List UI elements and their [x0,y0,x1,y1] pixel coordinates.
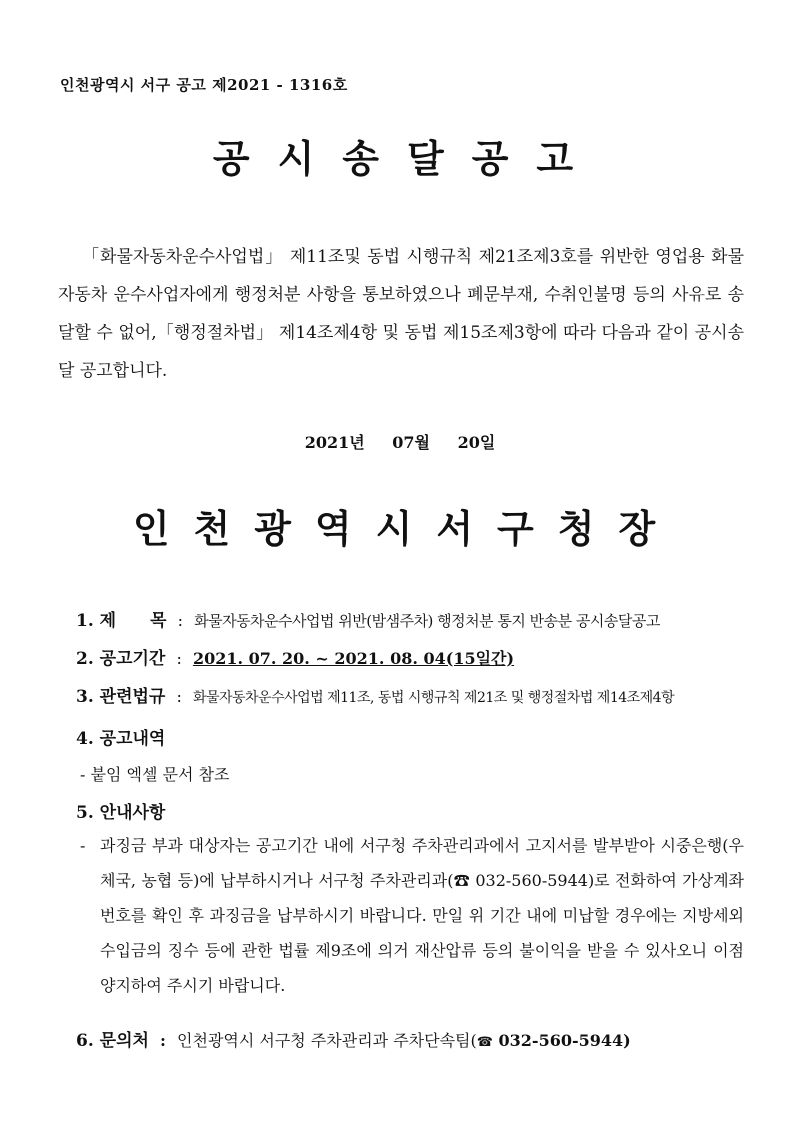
item-label: 1. 제 목 [76,611,167,631]
item-subject [76,606,660,631]
item-details-sub: - 붙임 엑셀 문서 참조 [80,765,230,784]
bullet-dash: - [80,836,86,855]
item-separator: : [160,1031,166,1050]
item-guidance-heading [76,798,165,823]
item-guidance-paragraph [80,828,744,1003]
item-period [76,644,514,669]
intro-paragraph: 「화물자동차운수사업법」 제11조및 동법 시행규칙 제21조제3호를 위반한 영업용 화물자동차 운수사업자에게 행정처분 사항을 통보하였으나 폐문부재, 수취인불명 등의 사유로 송달할 수 없어,「행정절차법」 제14조제4항 및 동법 제15조제3항에 따라 다음과 같이 공시송달 공고합니다. [58,247,744,381]
item-label: 6. 문의처 [76,1031,149,1051]
item-separator: : [176,649,182,668]
item-value: 인천광역시 서구청 주차관리과 주차단속팀( [177,1031,477,1050]
notice-number: 인천광역시 서구 공고 제2021 - 1316호 [60,76,348,94]
item-label: 3. 관련법규 [76,687,166,707]
item-label: 5. 안내사항 [76,803,166,823]
item-details-heading [76,724,165,749]
item-value: 2021. 07. 20. ~ 2021. 08. 04(15일간) [192,649,515,668]
date-month: 07월 [392,433,430,452]
contact-phone: 032-560-5944) [492,1031,631,1050]
issuer-name: 인천광역시서구청장 [132,506,680,551]
document-title: 공시송달공고 [212,136,602,181]
item-separator: : [177,611,183,630]
item-laws [76,682,674,707]
date-day: 20일 [457,433,496,452]
item-label: 4. 공고내역 [76,729,166,749]
notice-date [0,430,800,453]
date-year: 2021년 [304,433,365,452]
item-value: 화물자동차운수사업법 제11조, 동법 시행규칙 제21조 및 행정절차법 제14조제4항 [192,690,675,706]
item-value: 화물자동차운수사업법 위반(밤샘주차) 행정처분 통지 반송분 공시송달공고 [194,612,660,630]
guidance-text: 과징금 부과 대상자는 공고기간 내에 서구청 주차관리과에서 고지서를 발부받아 시중은행(우체국, 농협 등)에 납부하시거나 서구청 주차관리과(☎ 032-560-5944)로 전화하여 가상계좌번호를 확인 후 과징금을 납부하시기 바랍니다. 만일 위 기간 내에 미납할 경우에는 지방세외수입금의 징수 등에 관한 법률 제9조에 의거 재산압류 등의 불이익을 받을 수 있사오니 이점 양지하여 주시기 바랍니다. [100,836,744,995]
item-separator: : [176,687,182,706]
phone-icon: ☎ [476,1035,493,1050]
item-contact [76,1026,631,1051]
item-label: 2. 공고기간 [76,649,166,669]
